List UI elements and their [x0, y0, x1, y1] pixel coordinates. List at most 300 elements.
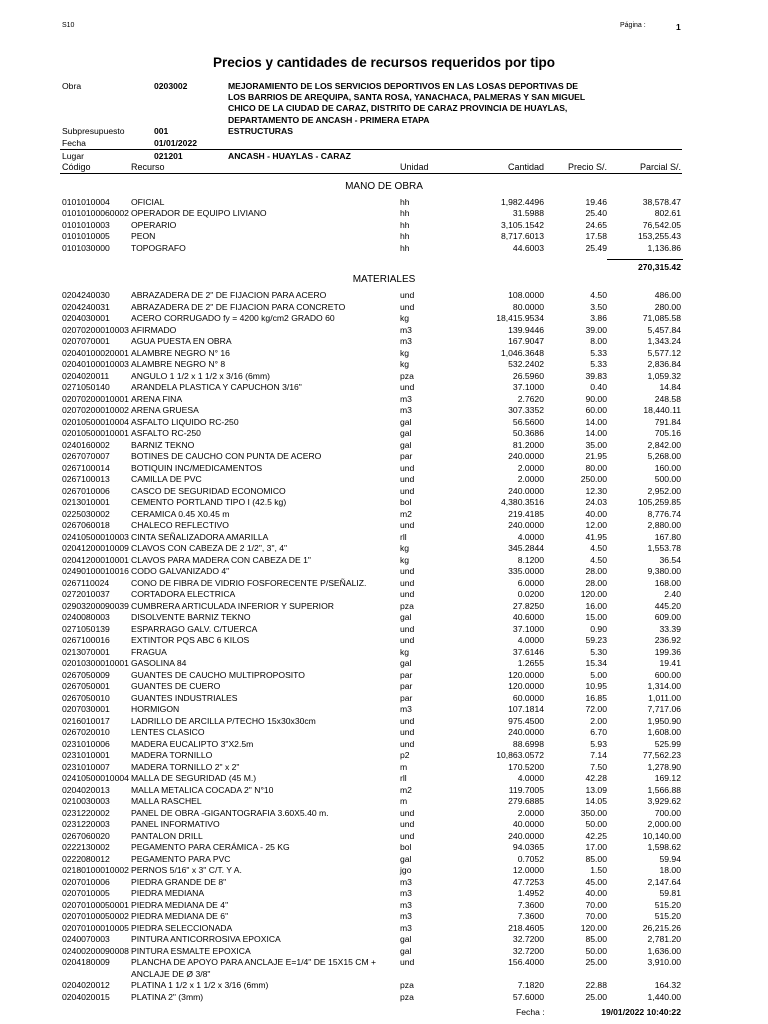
- cell-recurso: HORMIGON: [131, 704, 180, 714]
- cell-unidad: und: [400, 474, 415, 484]
- cell-codigo: 0272010037: [62, 589, 110, 599]
- cell-parcial: 3,910.00: [647, 957, 681, 967]
- cell-unidad: und: [400, 819, 415, 829]
- cell-recurso: OFICIAL: [131, 197, 165, 207]
- cell-parcial: 1,314.00: [647, 681, 681, 691]
- cell-cantidad: 44.6003: [512, 242, 544, 253]
- cell-codigo: 02070100050001: [62, 899, 129, 910]
- cell-unidad: und: [400, 520, 415, 530]
- cell-codigo: 02410500010004: [62, 773, 129, 783]
- cell-unidad: und: [400, 807, 415, 818]
- cell-cantidad: 120.0000: [508, 681, 544, 691]
- cell-parcial: 445.20: [654, 600, 681, 611]
- cell-precio: 5.30: [590, 646, 607, 657]
- cell-unidad: rll: [400, 531, 407, 542]
- cell-unidad: gal: [400, 416, 412, 427]
- cell-parcial: 5,577.12: [647, 347, 681, 358]
- cell-cantidad: 2.0000: [517, 474, 544, 484]
- cell-cantidad: 2.0000: [517, 807, 544, 818]
- cell-recurso: MADERA EUCALIPTO 3"X2.5m: [131, 738, 254, 749]
- cell-unidad: kg: [400, 554, 410, 565]
- cell-codigo: 02400200090008: [62, 945, 129, 956]
- cell-unidad: par: [400, 681, 413, 691]
- cell-precio: 17.58: [585, 231, 607, 242]
- cell-codigo: 02070100050002: [62, 911, 129, 921]
- cell-parcial: 5,457.84: [647, 324, 681, 335]
- cell-precio: 25.49: [585, 242, 607, 253]
- cell-unidad: und: [400, 485, 415, 496]
- cell-precio: 21.95: [585, 451, 607, 461]
- cell-unidad: m3: [400, 405, 412, 415]
- cell-codigo: 0267060020: [62, 830, 110, 841]
- cell-precio: 5.33: [590, 359, 607, 369]
- cell-codigo: 0267050010: [62, 692, 110, 703]
- cell-parcial: 169.12: [654, 773, 681, 783]
- cell-parcial: 1,011.00: [648, 692, 681, 703]
- cell-unidad: m3: [400, 393, 412, 404]
- table-row: [0, 969, 768, 980]
- cell-cantidad: 37.1000: [512, 382, 544, 392]
- cell-cantidad: 57.6000: [512, 991, 544, 1002]
- cell-parcial: 18.00: [659, 865, 681, 875]
- cell-recurso: LADRILLO DE ARCILLA P/TECHO 15x30x30cm: [131, 715, 316, 726]
- cell-cantidad: 4.0000: [517, 531, 544, 542]
- cell-precio: 350.00: [580, 807, 607, 818]
- cell-cantidad: 0.0200: [517, 589, 544, 599]
- cell-cantidad: 88.6998: [512, 738, 544, 749]
- cell-cantidad: 18,415.9534: [496, 313, 544, 323]
- cell-parcial: 280.00: [654, 301, 681, 312]
- table-row: [0, 520, 768, 531]
- column-header-precio: Precio S/.: [567, 162, 607, 172]
- page-number: 1: [676, 22, 681, 32]
- cell-recurso: CLAVOS PARA MADERA CON CABEZA DE 1": [131, 554, 311, 565]
- cell-cantidad: 219.4185: [508, 508, 544, 519]
- cell-parcial: 14.84: [659, 382, 681, 392]
- cell-recurso: CASCO DE SEGURIDAD ECONOMICO: [131, 485, 286, 496]
- cell-recurso: PANTALON DRILL: [131, 830, 203, 841]
- table-row: [0, 302, 768, 313]
- cell-precio: 15.00: [585, 612, 607, 622]
- cell-codigo: 0204240030: [62, 290, 110, 300]
- cell-codigo: 0231010001: [62, 750, 110, 760]
- cell-cantidad: 975.4500: [508, 715, 544, 726]
- cell-parcial: 2.40: [664, 589, 681, 599]
- cell-recurso: CUMBRERA ARTICULADA INFERIOR Y SUPERIOR: [131, 600, 334, 611]
- cell-parcial: 2,147.64: [647, 876, 681, 887]
- cell-unidad: m2: [400, 784, 412, 795]
- cell-parcial: 168.00: [654, 577, 681, 588]
- cell-precio: 6.70: [590, 727, 607, 737]
- cell-parcial: 153,255.43: [637, 231, 681, 242]
- table-row: [0, 635, 768, 646]
- cell-precio: 50.00: [585, 819, 607, 829]
- cell-precio: 14.00: [585, 416, 607, 427]
- cell-unidad: m3: [400, 336, 412, 346]
- cell-recurso: PIEDRA GRANDE DE 8": [131, 876, 227, 887]
- cell-unidad: gal: [400, 658, 412, 668]
- cell-parcial: 38,578.47: [642, 197, 681, 207]
- cell-cantidad: 108.0000: [508, 290, 544, 300]
- cell-recurso: PANEL DE OBRA -GIGANTOGRAFIA 3.60X5.40 m.: [131, 807, 329, 818]
- cell-unidad: bol: [400, 842, 412, 852]
- cell-unidad: m: [400, 796, 408, 806]
- cell-codigo: 0240080003: [62, 612, 110, 622]
- cell-unidad: und: [400, 635, 415, 645]
- table-row: [0, 497, 768, 508]
- cell-cantidad: 240.0000: [508, 485, 544, 496]
- cell-unidad: und: [400, 577, 415, 588]
- cell-codigo: 02010300010001: [62, 658, 129, 668]
- cell-unidad: und: [400, 738, 415, 749]
- cell-unidad: pza: [400, 991, 414, 1002]
- cell-recurso: CLAVOS CON CABEZA DE 2 1/2", 3", 4": [131, 543, 288, 553]
- cell-cantidad: 94.0365: [512, 842, 544, 852]
- cell-unidad: hh: [400, 197, 410, 207]
- cell-cantidad: 6.0000: [517, 577, 544, 588]
- cell-codigo: 0216010017: [62, 715, 110, 726]
- cell-precio: 25.00: [585, 957, 607, 967]
- table-row: [0, 923, 768, 934]
- cell-cantidad: 7.1820: [517, 980, 544, 990]
- cell-precio: 3.86: [590, 313, 607, 323]
- cell-cantidad: 240.0000: [508, 727, 544, 737]
- cell-precio: 42.25: [585, 830, 607, 841]
- cell-cantidad: 139.9446: [508, 324, 544, 335]
- column-header-recurso: Recurso: [131, 162, 165, 172]
- table-row: [0, 359, 768, 370]
- table-row: [0, 220, 768, 231]
- cell-parcial: 1,136.86: [647, 242, 681, 253]
- cell-codigo: 0204020015: [62, 991, 110, 1002]
- cell-recurso: GUANTES DE CAUCHO MULTIPROPOSITO: [131, 669, 305, 680]
- cell-unidad: hh: [400, 231, 410, 242]
- column-header-cantidad: Cantidad: [507, 162, 544, 172]
- table-row: [0, 474, 768, 485]
- table-row: [0, 336, 768, 347]
- cell-parcial: 36.54: [659, 554, 681, 565]
- fecha-value: 01/01/2022: [154, 138, 198, 148]
- cell-cantidad: 2.7620: [517, 393, 544, 404]
- cell-precio: 40.00: [585, 888, 607, 898]
- cell-codigo: 0267010006: [62, 485, 110, 496]
- table-row: [0, 290, 768, 301]
- cell-codigo: 0222130002: [62, 842, 110, 852]
- cell-recurso: LENTES CLASICO: [131, 727, 205, 737]
- cell-recurso: GASOLINA 84: [131, 658, 187, 668]
- cell-cantidad: 532.2402: [508, 359, 544, 369]
- cell-cantidad: 81.2000: [512, 439, 544, 450]
- cell-parcial: 1,566.88: [647, 784, 681, 795]
- cell-parcial: 1,598.62: [647, 842, 681, 852]
- section-title-materiales: MATERIALES: [352, 274, 416, 285]
- cell-cantidad: 2.0000: [517, 462, 544, 473]
- cell-cantidad: 50.3686: [512, 428, 544, 438]
- cell-codigo: 0204020012: [62, 980, 110, 990]
- cell-cantidad: 1,046.3648: [500, 347, 544, 358]
- table-row: [0, 231, 768, 242]
- cell-cantidad: 156.4000: [508, 957, 544, 967]
- footer-fecha-value: 19/01/2022 10:40:22: [601, 1007, 681, 1017]
- cell-cantidad: 27.8250: [512, 600, 544, 611]
- cell-recurso: BOTIQUIN INC/MEDICAMENTOS: [131, 462, 263, 473]
- obra-label: Obra: [62, 81, 82, 91]
- cell-codigo: 0267060018: [62, 520, 110, 530]
- cell-unidad: und: [400, 301, 415, 312]
- cell-recurso: MALLA METALICA COCADA 2" N°10: [131, 784, 274, 795]
- subpresupuesto-description: ESTRUCTURAS: [228, 126, 293, 136]
- cell-parcial: 3,929.62: [647, 796, 681, 806]
- cell-unidad: und: [400, 623, 415, 634]
- cell-recurso: ABRAZADERA DE 2" DE FIJACION PARA ACERO: [131, 290, 327, 300]
- table-row: [0, 819, 768, 830]
- cell-parcial: 2,842.00: [647, 439, 681, 450]
- cell-precio: 45.00: [585, 876, 607, 887]
- cell-codigo: 0231220002: [62, 807, 110, 818]
- cell-unidad: und: [400, 589, 415, 599]
- column-header-parcial: Parcial S/.: [639, 162, 681, 172]
- cell-cantidad: 40.0000: [512, 819, 544, 829]
- cell-precio: 72.00: [585, 704, 607, 714]
- cell-parcial: 609.00: [654, 612, 681, 622]
- cell-cantidad: 4.0000: [517, 773, 544, 783]
- cell-cantidad: 279.6885: [508, 796, 544, 806]
- cell-parcial: 8,776.74: [647, 508, 681, 519]
- cell-precio: 16.85: [585, 692, 607, 703]
- cell-unidad: und: [400, 830, 415, 841]
- cell-unidad: jgo: [400, 865, 412, 875]
- cell-recurso: ALAMBRE NEGRO N° 16: [131, 347, 230, 358]
- cell-parcial: 2,880.00: [647, 520, 681, 530]
- cell-unidad: m3: [400, 922, 412, 933]
- cell-cantidad: 8,717.6013: [500, 231, 544, 242]
- table-row: [0, 197, 768, 208]
- cell-parcial: 77,562.23: [642, 750, 681, 760]
- cell-cantidad: 31.5988: [512, 208, 544, 219]
- cell-precio: 250.00: [580, 474, 607, 484]
- footer-fecha-label: Fecha :: [516, 1007, 545, 1017]
- cell-cantidad: 37.6146: [512, 646, 544, 657]
- cell-codigo: 0207010005: [62, 888, 110, 898]
- cell-parcial: 791.84: [654, 416, 681, 427]
- cell-codigo: 02041200010001: [62, 554, 129, 565]
- cell-parcial: 515.20: [654, 899, 681, 910]
- table-row: [0, 934, 768, 945]
- cell-unidad: und: [400, 727, 415, 737]
- cell-cantidad: 240.0000: [508, 830, 544, 841]
- cell-parcial: 1,278.90: [647, 761, 681, 772]
- cell-codigo: 0225030002: [62, 508, 110, 519]
- table-row: [0, 900, 768, 911]
- cell-precio: 28.00: [585, 566, 607, 576]
- table-row: [0, 693, 768, 704]
- cell-precio: 19.46: [585, 197, 607, 207]
- table-row: [0, 831, 768, 842]
- table-row: [0, 911, 768, 922]
- cell-recurso: OPERADOR DE EQUIPO LIVIANO: [131, 208, 267, 219]
- cell-parcial: 71,085.58: [642, 313, 681, 323]
- cell-codigo: 0204020011: [62, 370, 110, 381]
- cell-cantidad: 0.7052: [517, 853, 544, 864]
- cell-precio: 0.90: [590, 623, 607, 634]
- cell-recurso: ABRAZADERA DE 2" DE FIJACION PARA CONCRETO: [131, 301, 346, 312]
- cell-recurso: GUANTES DE CUERO: [131, 681, 221, 691]
- cell-cantidad: 107.1814: [508, 704, 544, 714]
- cell-cantidad: 37.1000: [512, 623, 544, 634]
- table-row: [0, 992, 768, 1003]
- cell-precio: 4.50: [590, 554, 607, 565]
- cell-cantidad: 7.3600: [517, 899, 544, 910]
- cell-unidad: kg: [400, 313, 410, 323]
- cell-unidad: kg: [400, 646, 410, 657]
- cell-parcial: 199.36: [654, 646, 681, 657]
- table-row: [0, 348, 768, 359]
- cell-parcial: 9,380.00: [647, 566, 681, 576]
- cell-codigo: 0267070007: [62, 451, 110, 461]
- cell-cantidad: 345.2844: [508, 543, 544, 553]
- table-row: [0, 658, 768, 669]
- cell-codigo: 02010500010004: [62, 416, 129, 427]
- cell-unidad: und: [400, 382, 415, 392]
- cell-precio: 80.00: [585, 462, 607, 473]
- cell-unidad: m3: [400, 888, 412, 898]
- cell-parcial: 2,952.00: [647, 485, 681, 496]
- cell-parcial: 2,781.20: [647, 934, 681, 944]
- table-row: [0, 704, 768, 715]
- cell-cantidad: 7.3600: [517, 911, 544, 921]
- cell-precio: 50.00: [585, 945, 607, 956]
- cell-unidad: und: [400, 566, 415, 576]
- cell-precio: 25.00: [585, 991, 607, 1002]
- subtotal-rule: [607, 259, 683, 260]
- table-row: [0, 739, 768, 750]
- table-row: [0, 589, 768, 600]
- cell-codigo: 0204020013: [62, 784, 110, 795]
- cell-codigo: 0101030000: [62, 242, 110, 253]
- table-row: [0, 888, 768, 899]
- cell-cantidad: 120.0000: [508, 669, 544, 680]
- cell-unidad: m: [400, 761, 408, 772]
- cell-recurso: AFIRMADO: [131, 324, 177, 335]
- cell-precio: 120.00: [580, 589, 607, 599]
- cell-parcial: 1,553.78: [647, 543, 681, 553]
- table-row: [0, 612, 768, 623]
- table-row: [0, 796, 768, 807]
- subpresupuesto-code: 001: [154, 126, 169, 136]
- cell-cantidad: 335.0000: [508, 566, 544, 576]
- cell-precio: 35.00: [585, 439, 607, 450]
- fecha-label: Fecha: [62, 138, 86, 148]
- cell-unidad: m3: [400, 704, 412, 714]
- cell-precio: 12.30: [585, 485, 607, 496]
- cell-cantidad: 56.5600: [512, 416, 544, 427]
- cell-parcial: 525.99: [654, 738, 681, 749]
- cell-recurso: MADERA TORNILLO: [131, 750, 213, 760]
- table-row: [0, 509, 768, 520]
- cell-parcial: 1,636.00: [647, 945, 681, 956]
- cell-recurso: PLATINA 2" (3mm): [131, 991, 204, 1002]
- lugar-code: 021201: [154, 151, 183, 161]
- cell-codigo: 0204240031: [62, 301, 110, 312]
- cell-parcial: 7,717.06: [647, 704, 681, 714]
- cell-precio: 25.40: [585, 208, 607, 219]
- cell-cantidad: 119.7005: [508, 784, 544, 795]
- cell-codigo: 0101010003: [62, 219, 110, 230]
- cell-codigo: 0207010006: [62, 876, 110, 887]
- table-row: [0, 578, 768, 589]
- cell-parcial: 160.00: [654, 462, 681, 473]
- cell-unidad: par: [400, 692, 413, 703]
- cell-codigo: 02070100010005: [62, 922, 129, 933]
- cell-codigo: 0271050139: [62, 623, 110, 634]
- cell-codigo: 0101010005: [62, 231, 110, 242]
- cell-unidad: pza: [400, 370, 414, 381]
- cell-precio: 70.00: [585, 911, 607, 921]
- table-row: [0, 405, 768, 416]
- cell-cantidad: 4,380.3516: [500, 497, 544, 507]
- cell-cantidad: 12.0000: [512, 865, 544, 875]
- cell-precio: 15.34: [585, 658, 607, 668]
- cell-recurso: CINTA SEÑALIZADORA AMARILLA: [131, 531, 269, 542]
- cell-recurso: ANGULO 1 1/2 x 1 1/2 x 3/16 (6mm): [131, 370, 270, 381]
- cell-unidad: m3: [400, 324, 412, 335]
- cell-precio: 90.00: [585, 393, 607, 404]
- table-row: [0, 946, 768, 957]
- cell-unidad: kg: [400, 347, 410, 358]
- cell-parcial: 59.81: [659, 888, 681, 898]
- cell-codigo: 0267100013: [62, 474, 110, 484]
- cell-parcial: 19.41: [659, 658, 681, 668]
- cell-codigo: 0267100014: [62, 462, 110, 473]
- cell-unidad: pza: [400, 600, 414, 611]
- table-row: [0, 980, 768, 991]
- cell-unidad: gal: [400, 428, 412, 438]
- cell-precio: 17.00: [585, 842, 607, 852]
- cell-unidad: rll: [400, 773, 407, 783]
- cell-recurso: PIEDRA MEDIANA DE 6": [131, 911, 229, 921]
- cell-cantidad: 240.0000: [508, 451, 544, 461]
- cell-parcial: 1,059.32: [647, 370, 681, 381]
- cell-codigo: 02040100020001: [62, 347, 129, 358]
- cell-cantidad: 1.2655: [517, 658, 544, 668]
- cell-cantidad: 3,105.1542: [500, 219, 544, 230]
- cell-parcial: 1,950.90: [647, 715, 681, 726]
- cell-parcial: 10,140.00: [642, 830, 681, 841]
- cell-codigo: 0231220003: [62, 819, 110, 829]
- cell-precio: 24.65: [585, 219, 607, 230]
- cell-parcial: 76,542.05: [642, 219, 681, 230]
- cell-parcial: 1,608.00: [647, 727, 681, 737]
- header-top-rule: [60, 149, 682, 150]
- lugar-label: Lugar: [62, 151, 84, 161]
- cell-recurso: PEGAMENTO PARA PVC: [131, 853, 231, 864]
- cell-recurso: MADERA TORNILLO 2" x 2": [131, 761, 240, 772]
- cell-unidad: hh: [400, 208, 410, 219]
- table-row: [0, 854, 768, 865]
- cell-precio: 12.00: [585, 520, 607, 530]
- cell-unidad: pza: [400, 980, 414, 990]
- cell-recurso: ARENA GRUESA: [131, 405, 199, 415]
- cell-codigo: 0267100016: [62, 635, 110, 645]
- table-row: [0, 486, 768, 497]
- cell-parcial: 2,000.00: [647, 819, 681, 829]
- cell-recurso: CONO DE FIBRA DE VIDRIO FOSFORECENTE P/SEÑALIZ.: [131, 577, 367, 588]
- cell-codigo: 0101010004: [62, 197, 110, 207]
- cell-recurso: PLANCHA DE APOYO PARA ANCLAJE E=1/4" DE 15X15 CM +: [131, 957, 377, 967]
- cell-recurso: ASFALTO LIQUIDO RC-250: [131, 416, 239, 427]
- table-row: [0, 773, 768, 784]
- cell-recurso: PERNOS 5/16" x 3" C/T. Y A.: [131, 865, 242, 875]
